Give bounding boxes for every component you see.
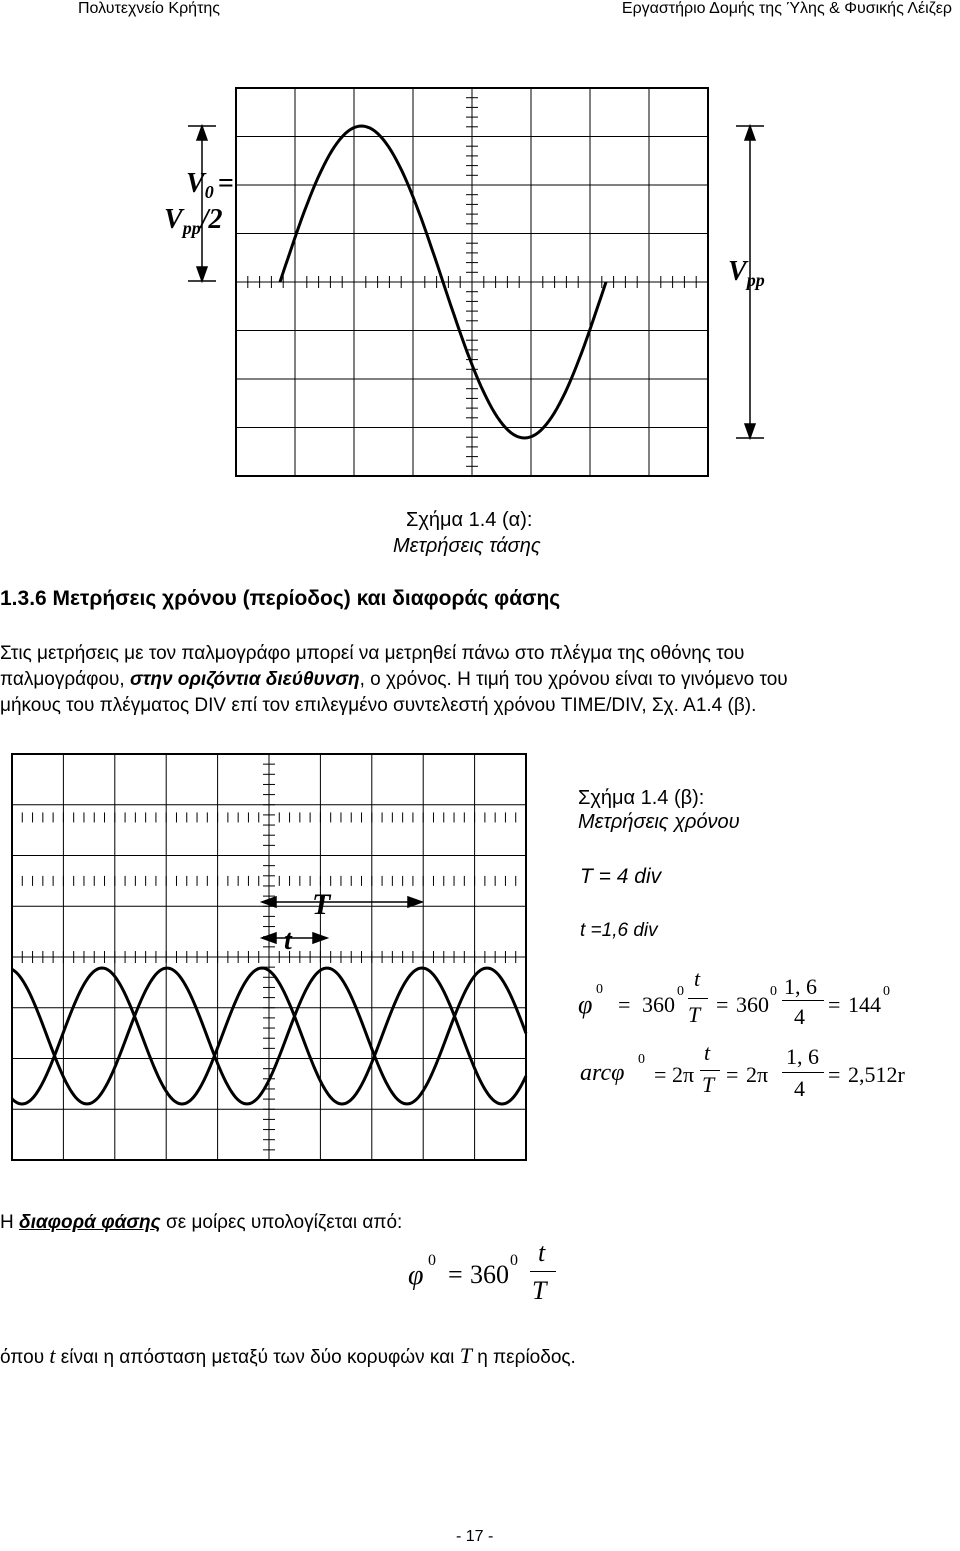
paragraph-2	[0, 1210, 402, 1236]
page-number: - 17 -	[456, 1528, 494, 1545]
p3-a: όπου	[0, 1347, 50, 1368]
formula-den: T	[532, 1276, 547, 1305]
t-arrow	[262, 933, 327, 943]
eq1-result-sup: 0	[883, 984, 890, 999]
eq1-result: 144	[848, 992, 881, 1017]
paragraph-1-line-2	[0, 667, 960, 693]
eq1-360-b-sup: 0	[770, 984, 777, 999]
p2-pre: Η	[0, 1212, 19, 1233]
eq2-eq-3: =	[828, 1062, 841, 1087]
eq2-result: 2,512r	[848, 1062, 905, 1087]
eq2-2pi-b: 2π	[746, 1062, 769, 1087]
eq1-phi-sup: 0	[596, 982, 603, 997]
eq1-eq-3: =	[828, 992, 841, 1017]
eq1-num-val: 1, 6	[784, 974, 817, 999]
t-label: t	[284, 925, 292, 956]
vpp-label: $V_{pp}$	[728, 256, 765, 290]
figure-b-caption-line1: Σχήμα 1.4 (β):	[578, 787, 705, 809]
eq1-den-T: T	[688, 1002, 701, 1027]
p3-T: T	[459, 1343, 472, 1368]
v0-label: $V_0$ =	[186, 168, 234, 202]
eq2-fraction-bar-1	[700, 1070, 720, 1071]
figure-a-caption-line2: Μετρήσεις τάσης	[393, 535, 541, 557]
eq2-eq-2: =	[726, 1062, 739, 1087]
vpp-half-label: $V_{pp}/2$	[164, 204, 223, 238]
T-label: T	[312, 888, 331, 921]
header-right: Εργαστήριο Δομής της Ύλης & Φυσικής Λέιζερ	[621, 0, 952, 17]
p3-b: είναι η απόσταση μεταξύ των δύο κορυφών και	[55, 1347, 460, 1368]
p1-text-c: , ο χρόνος. Η τιμή του χρόνου είναι το γινόμενο του	[359, 669, 788, 690]
eq2-num-val: 1, 6	[786, 1044, 819, 1069]
figure-a-caption-line1: Σχήμα 1.4 (α):	[406, 509, 533, 531]
formula-360: 360	[470, 1260, 509, 1289]
formula-num: t	[538, 1238, 546, 1267]
paragraph-1-line-3: μήκους του πλέγματος DIV επί τον επιλεγμένο συντελεστή χρόνου TIME/DIV, Σχ. Α1.4 (β).	[0, 695, 757, 716]
figure-b-oscilloscope	[0, 748, 540, 1168]
eq2-2pi-a: 2π	[672, 1062, 695, 1087]
paragraph-1-line-1: Στις μετρήσεις με τον παλμογράφο μπορεί να μετρηθεί πάνω στο πλέγμα της οθόνης του	[0, 643, 745, 664]
eq1-den-val: 4	[794, 1004, 805, 1029]
eq1-num-t: t	[694, 966, 701, 991]
header-left: Πολυτεχνείο Κρήτης	[78, 0, 220, 17]
p3-c: η περίοδος.	[471, 1347, 576, 1368]
eq2-sup: 0	[638, 1052, 645, 1067]
equation-phase-degrees	[576, 960, 960, 1040]
eq2-den-T: T	[702, 1072, 715, 1097]
p2-post: σε μοίρες υπολογίζεται από:	[160, 1212, 403, 1233]
eq1-eq-1: =	[618, 992, 631, 1017]
eq2-eq-1: =	[654, 1062, 667, 1087]
eq2-den-val: 4	[794, 1076, 805, 1101]
formula-eq: =	[448, 1260, 463, 1289]
eq2-fraction-bar-2	[782, 1072, 824, 1073]
eq1-360-b: 360	[736, 992, 769, 1017]
equation-phase-radians	[576, 1040, 960, 1120]
formula-phi: φ	[408, 1260, 424, 1291]
eq1-eq-2: =	[716, 992, 729, 1017]
figure-b-caption-line2: Μετρήσεις χρόνου	[578, 811, 740, 833]
p1-emphasis: στην οριζόντια διεύθυνση	[129, 669, 360, 690]
formula-360-sup: 0	[510, 1252, 518, 1269]
eq1-fraction-bar-1	[688, 998, 708, 999]
formula-phi-sup: 0	[428, 1252, 436, 1269]
eq1-fraction-bar-2	[782, 1000, 824, 1001]
eq1-phi: φ	[578, 990, 593, 1019]
eq2-num-t: t	[704, 1040, 711, 1065]
paragraph-3	[0, 1343, 576, 1371]
p1-text-a: παλμογράφου,	[0, 669, 130, 690]
formula-phase-difference	[406, 1238, 606, 1316]
formula-fraction-bar	[530, 1271, 556, 1272]
figure-a-grid	[236, 88, 708, 476]
section-title: 1.3.6 Μετρήσεις χρόνου (περίοδος) και διαφοράς φάσης	[0, 587, 561, 610]
T-arrow	[262, 897, 422, 907]
eq2-arcphi: arcφ	[580, 1060, 625, 1086]
p2-term: διαφορά φάσης	[19, 1212, 161, 1233]
T-value: T = 4 div	[580, 865, 662, 888]
t-value: t =1,6 div	[580, 920, 658, 941]
figure-a-oscilloscope	[150, 78, 790, 488]
p3-t: t	[49, 1343, 56, 1368]
figure-b-grid	[12, 754, 526, 1160]
eq1-360-a-sup: 0	[677, 984, 684, 999]
eq1-360-a: 360	[642, 992, 675, 1017]
